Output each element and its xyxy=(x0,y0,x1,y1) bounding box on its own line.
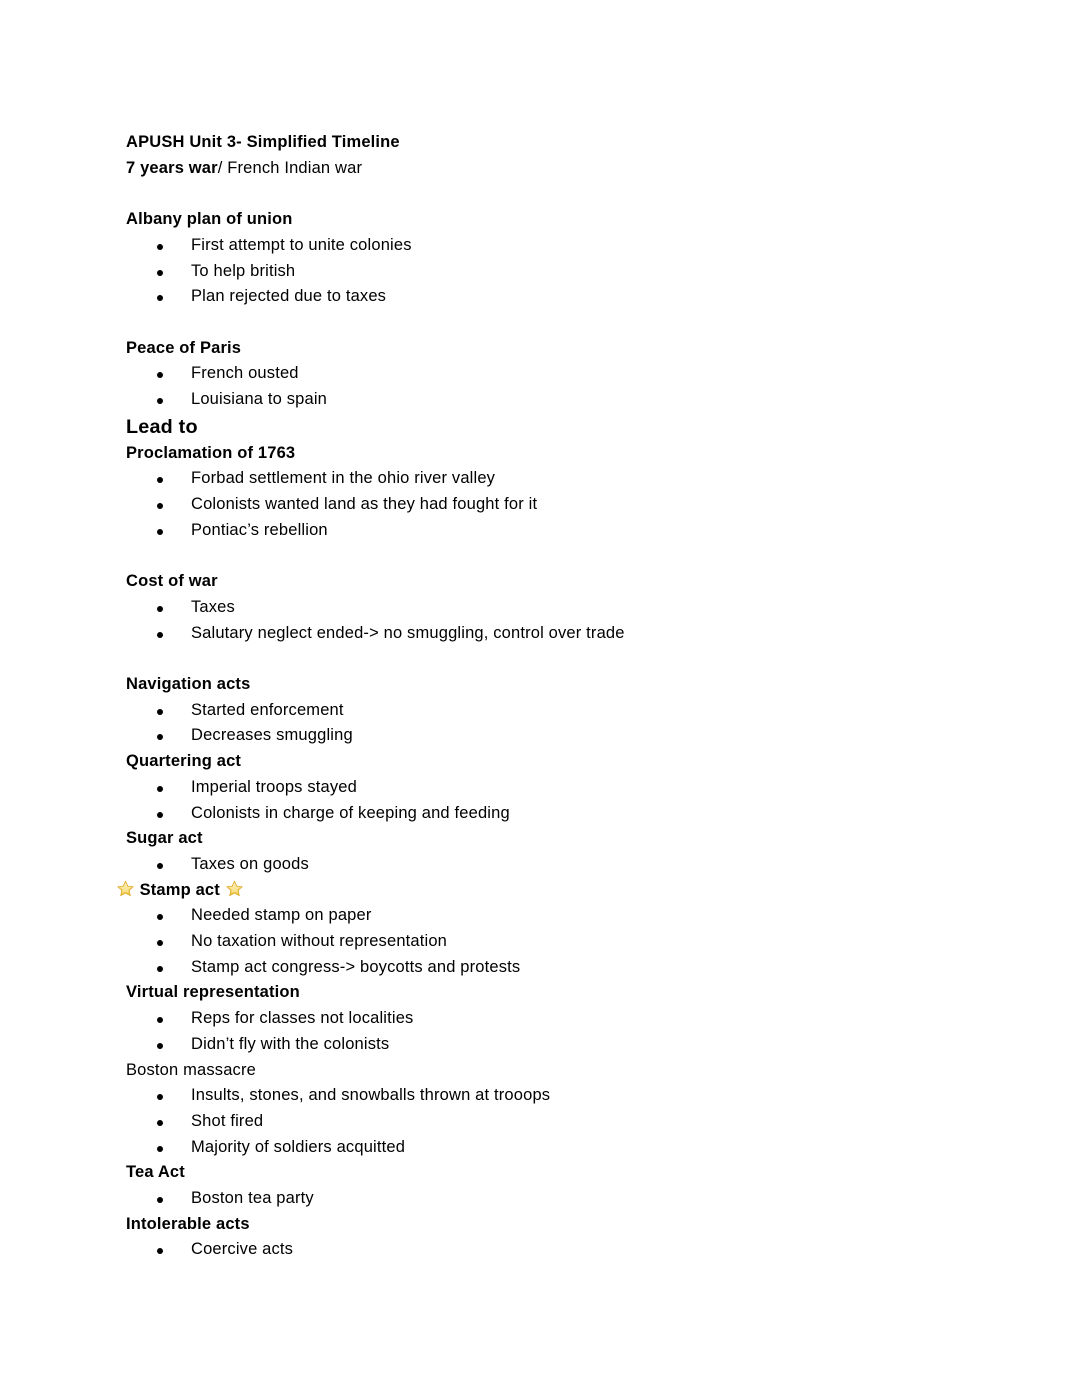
document-title: APUSH Unit 3- Simplified Timeline xyxy=(126,133,400,151)
section-heading-lead-to: Lead to xyxy=(126,415,198,438)
list-item: Coercive acts xyxy=(126,1237,954,1263)
list-item: Decreases smuggling xyxy=(126,723,954,749)
bullet-list-albany-plan-of-union xyxy=(126,233,954,310)
star-icon xyxy=(225,879,244,898)
section-heading-boston-massacre: Boston massacre xyxy=(126,1060,256,1079)
list-item: Started enforcement xyxy=(126,698,954,724)
section-heading-virtual-representation: Virtual representation xyxy=(126,983,300,1002)
list-item: Colonists wanted land as they had fought for it xyxy=(126,492,954,518)
spacer-line xyxy=(126,646,954,672)
list-item: To help british xyxy=(126,259,954,285)
list-item: Needed stamp on paper xyxy=(126,903,954,929)
spacer-line xyxy=(126,544,954,570)
bullet-list-boston-massacre xyxy=(126,1083,954,1160)
spacer-line xyxy=(126,181,954,207)
section-heading-stamp-act xyxy=(116,878,954,904)
section-heading-navigation-acts: Navigation acts xyxy=(126,675,251,693)
list-item: Insults, stones, and snowballs thrown at trooops xyxy=(126,1083,954,1109)
document-subtitle xyxy=(126,156,954,182)
section-heading-tea-act: Tea Act xyxy=(126,1163,185,1182)
list-item: Colonists in charge of keeping and feeding xyxy=(126,801,954,827)
list-item: First attempt to unite colonies xyxy=(126,233,954,259)
section-heading-proclamation-of-1763: Proclamation of 1763 xyxy=(126,443,296,462)
section-heading-albany-plan-of-union: Albany plan of union xyxy=(126,210,293,229)
list-item: Imperial troops stayed xyxy=(126,775,954,801)
list-item: Taxes on goods xyxy=(126,852,954,878)
bullet-list-quartering-act xyxy=(126,775,954,826)
section-heading-peace-of-paris: Peace of Paris xyxy=(126,338,242,357)
bullet-list-sugar-act xyxy=(126,852,954,878)
bullet-list-intolerable-acts xyxy=(126,1237,954,1263)
bullet-list-virtual-representation xyxy=(126,1006,954,1057)
list-item: No taxation without representation xyxy=(126,929,954,955)
list-item: Majority of soldiers acquitted xyxy=(126,1135,954,1161)
star-icon xyxy=(116,879,135,898)
subtitle-bold-run: 7 years war xyxy=(126,158,218,177)
section-heading-intolerable-acts: Intolerable acts xyxy=(126,1214,250,1233)
spacer-line xyxy=(126,310,954,336)
list-item: Didn’t fly with the colonists xyxy=(126,1032,954,1058)
list-item: Plan rejected due to taxes xyxy=(126,284,954,310)
list-item: Taxes xyxy=(126,595,954,621)
list-item: Shot fired xyxy=(126,1109,954,1135)
section-heading-sugar-act: Sugar act xyxy=(126,829,203,848)
bullet-list-cost-of-war xyxy=(126,595,954,646)
bullet-list-proclamation-of-1763 xyxy=(126,466,954,543)
list-item: Forbad settlement in the ohio river valley xyxy=(126,466,954,492)
list-item: Reps for classes not localities xyxy=(126,1006,954,1032)
bullet-list-stamp-act xyxy=(126,903,954,980)
section-heading-cost-of-war: Cost of war xyxy=(126,572,218,591)
bullet-list-peace-of-paris xyxy=(126,361,954,412)
document-body xyxy=(126,130,954,1263)
bullet-list-navigation-acts xyxy=(126,698,954,749)
list-item: Salutary neglect ended-> no smuggling, control over trade xyxy=(126,621,954,647)
list-item: Pontiac’s rebellion xyxy=(126,518,954,544)
sections-container xyxy=(126,207,954,1263)
list-item: Boston tea party xyxy=(126,1186,954,1212)
list-item: French ousted xyxy=(126,361,954,387)
section-heading-label: Stamp act xyxy=(139,880,220,899)
bullet-list-tea-act xyxy=(126,1186,954,1212)
list-item: Louisiana to spain xyxy=(126,387,954,413)
subtitle-regular-run: / French Indian war xyxy=(217,158,363,177)
list-item: Stamp act congress-> boycotts and protests xyxy=(126,955,954,981)
section-heading-quartering-act: Quartering act xyxy=(126,752,242,771)
